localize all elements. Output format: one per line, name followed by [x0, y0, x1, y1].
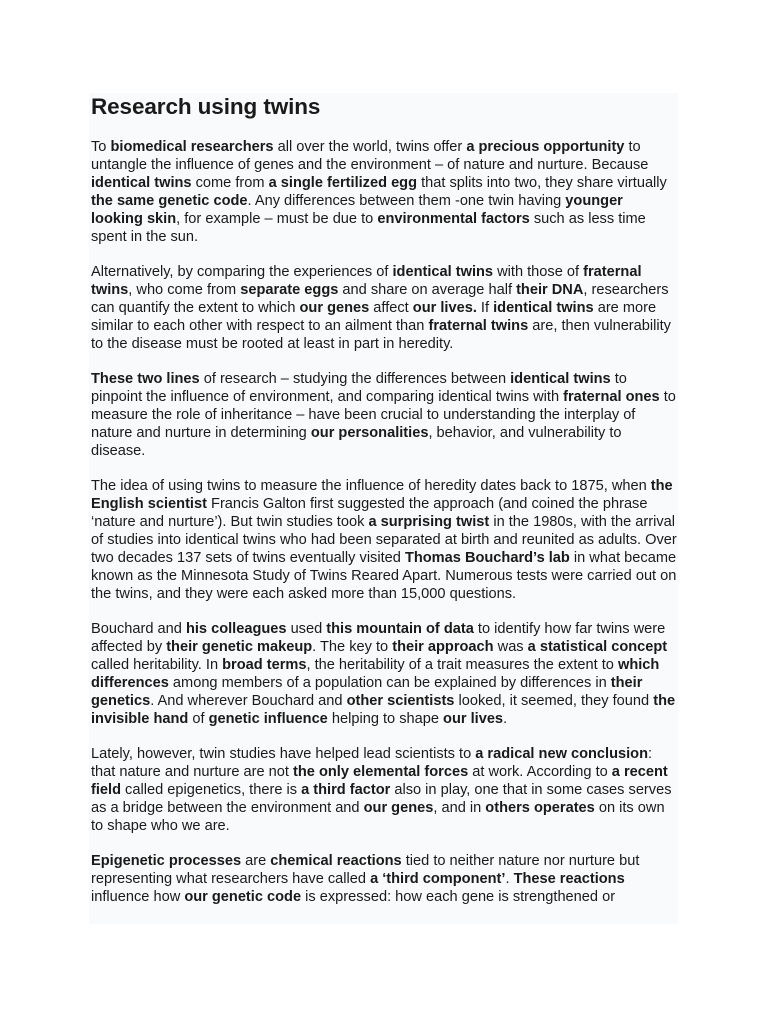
bold-phrase: our genetic code — [184, 889, 302, 905]
text-run: looked, it seemed, they found — [454, 693, 654, 709]
text-run: used — [286, 621, 327, 637]
paragraph-6 — [91, 745, 678, 835]
paragraph-5 — [91, 620, 678, 728]
bold-phrase: their approach — [392, 639, 494, 655]
bold-phrase: the only elemental forces — [293, 764, 469, 780]
bold-phrase: the same genetic code — [91, 193, 248, 209]
paragraph-2 — [91, 263, 678, 353]
text-run: , the heritability of a trait measures the extent to — [306, 657, 618, 673]
text-run: of — [188, 711, 209, 727]
bold-phrase: their genetic makeup — [166, 639, 313, 655]
text-run: The idea of using twins to measure the influence of heredity dates back to 1875, when — [91, 478, 651, 494]
text-run: is expressed: how each gene is strengthened or — [301, 889, 616, 905]
text-run: . Any differences between them -one twin having — [247, 193, 566, 209]
bold-phrase: our genes — [299, 300, 370, 316]
text-run: and share on average half — [338, 282, 517, 298]
bold-phrase: environmental factors — [377, 211, 530, 227]
text-run: , for example – must be due to — [176, 211, 378, 227]
text-run: , who come from — [128, 282, 241, 298]
bold-phrase: the English scientist — [91, 478, 673, 512]
bold-phrase: a single fertilized egg — [268, 175, 418, 191]
bold-phrase: which differences — [91, 657, 660, 691]
bold-phrase: Thomas Bouchard’s lab — [404, 550, 570, 566]
bold-phrase: the invisible hand — [91, 693, 676, 727]
bold-phrase: identical twins — [91, 175, 192, 191]
text-run: are more similar to each other with respect to an ailment than — [91, 300, 657, 334]
text-run: If — [476, 300, 494, 316]
bold-phrase: this mountain of data — [326, 621, 474, 637]
text-run: , behavior, and vulnerability to disease. — [91, 425, 622, 459]
text-run: was — [493, 639, 528, 655]
bold-phrase: separate eggs — [240, 282, 339, 298]
text-run: influence how — [91, 889, 185, 905]
bold-phrase: a ‘third component’ — [370, 871, 506, 887]
text-run: to measure the role of inheritance – have been crucial to understanding the interplay of nature and nurture in determining — [91, 389, 676, 441]
bold-phrase: a statistical concept — [527, 639, 668, 655]
bold-phrase: younger looking skin — [91, 193, 623, 227]
document-page — [89, 93, 678, 924]
text-run: at work. According to — [468, 764, 612, 780]
text-run: to identify how far twins were affected by — [91, 621, 666, 655]
text-run: Lately, however, twin studies have helped lead scientists to — [91, 746, 476, 762]
text-run: . And wherever Bouchard and — [150, 693, 347, 709]
text-run: Alternatively, by comparing the experiences of — [91, 264, 393, 280]
paragraph-3 — [91, 370, 678, 460]
text-run: tied to neither nature nor nurture but representing what researchers have called — [91, 853, 640, 887]
bold-phrase: a third factor — [301, 782, 391, 798]
bold-phrase: a radical new conclusion — [475, 746, 649, 762]
page-title: Research using twins — [91, 94, 321, 119]
text-run: to untangle the influence of genes and the environment – of nature and nurture. Because — [91, 139, 649, 173]
text-run: are — [241, 853, 271, 869]
text-run: , researchers can quantify the extent to which — [91, 282, 669, 316]
bold-phrase: chemical reactions — [270, 853, 402, 869]
bold-phrase: a recent field — [91, 764, 668, 798]
paragraph-4 — [91, 477, 678, 603]
bold-phrase: Epigenetic processes — [91, 853, 242, 869]
text-run: of research – studying the differences between — [199, 371, 511, 387]
text-run: with those of — [493, 264, 584, 280]
paragraph-7 — [91, 852, 678, 906]
bold-phrase: our personalities — [310, 425, 429, 441]
text-run: in what became known as the Minnesota Study of Twins Reared Apart. Numerous tests were carried out on the twins, and they were each asked more than 15,000 questions. — [91, 550, 677, 602]
bold-phrase: These reactions — [513, 871, 625, 887]
text-run: in the 1980s, with the arrival of studies into identical twins who had been separated at birth and reunited as adults. Over two decades 137 sets of twins eventually visited — [91, 514, 677, 566]
bold-phrase: others operates — [485, 800, 595, 816]
text-run: among members of a population can be explained by differences in — [168, 675, 611, 691]
bold-phrase: biomedical researchers — [110, 139, 274, 155]
bold-phrase: other scientists — [346, 693, 455, 709]
bold-phrase: genetic influence — [208, 711, 328, 727]
text-run: also in play, one that in some cases serves as a bridge between the environment and — [91, 782, 672, 816]
bold-phrase: our genes — [363, 800, 434, 816]
bold-phrase: our lives. — [412, 300, 477, 316]
text-run: such as less time spent in the sun. — [91, 211, 646, 245]
text-run: To — [91, 139, 111, 155]
text-run: . The key to — [312, 639, 393, 655]
bold-phrase: identical twins — [392, 264, 494, 280]
text-run: are, then vulnerability to the disease must be rooted at least in part in heredity. — [91, 318, 671, 352]
text-run: that splits into two, they share virtually — [417, 175, 667, 191]
bold-phrase: fraternal ones — [563, 389, 660, 405]
bold-phrase: a precious opportunity — [466, 139, 625, 155]
text-run: . — [503, 711, 508, 727]
bold-phrase: a surprising twist — [368, 514, 490, 530]
text-run: all over the world, twins offer — [273, 139, 467, 155]
bold-phrase: their DNA — [516, 282, 584, 298]
bold-phrase: identical twins — [493, 300, 594, 316]
bold-phrase: identical twins — [510, 371, 611, 387]
text-run: , and in — [433, 800, 486, 816]
paragraph-1 — [91, 138, 678, 246]
bold-phrase: These two lines — [91, 371, 200, 387]
bold-phrase: our lives — [443, 711, 504, 727]
text-run: . — [505, 871, 514, 887]
text-run: : that nature and nurture are not — [91, 746, 653, 780]
text-run: Bouchard and — [91, 621, 186, 637]
text-run: called epigenetics, there is — [121, 782, 302, 798]
bold-phrase: his colleagues — [185, 621, 287, 637]
text-run: come from — [191, 175, 269, 191]
bold-phrase: their genetics — [91, 675, 643, 709]
text-run: helping to shape — [327, 711, 444, 727]
bold-phrase: fraternal twins — [91, 264, 642, 298]
text-run: to pinpoint the influence of environment, and comparing identical twins with — [91, 371, 627, 405]
bold-phrase: broad terms — [222, 657, 307, 673]
text-run: on its own to shape who we are. — [91, 800, 665, 834]
text-run: affect — [369, 300, 413, 316]
text-run: Francis Galton first suggested the approach (and coined the phrase ‘nature and nurture’). But twin studies took — [91, 496, 648, 530]
article-body — [91, 138, 678, 923]
bold-phrase: fraternal twins — [428, 318, 529, 334]
text-run: called heritability. In — [91, 657, 223, 673]
